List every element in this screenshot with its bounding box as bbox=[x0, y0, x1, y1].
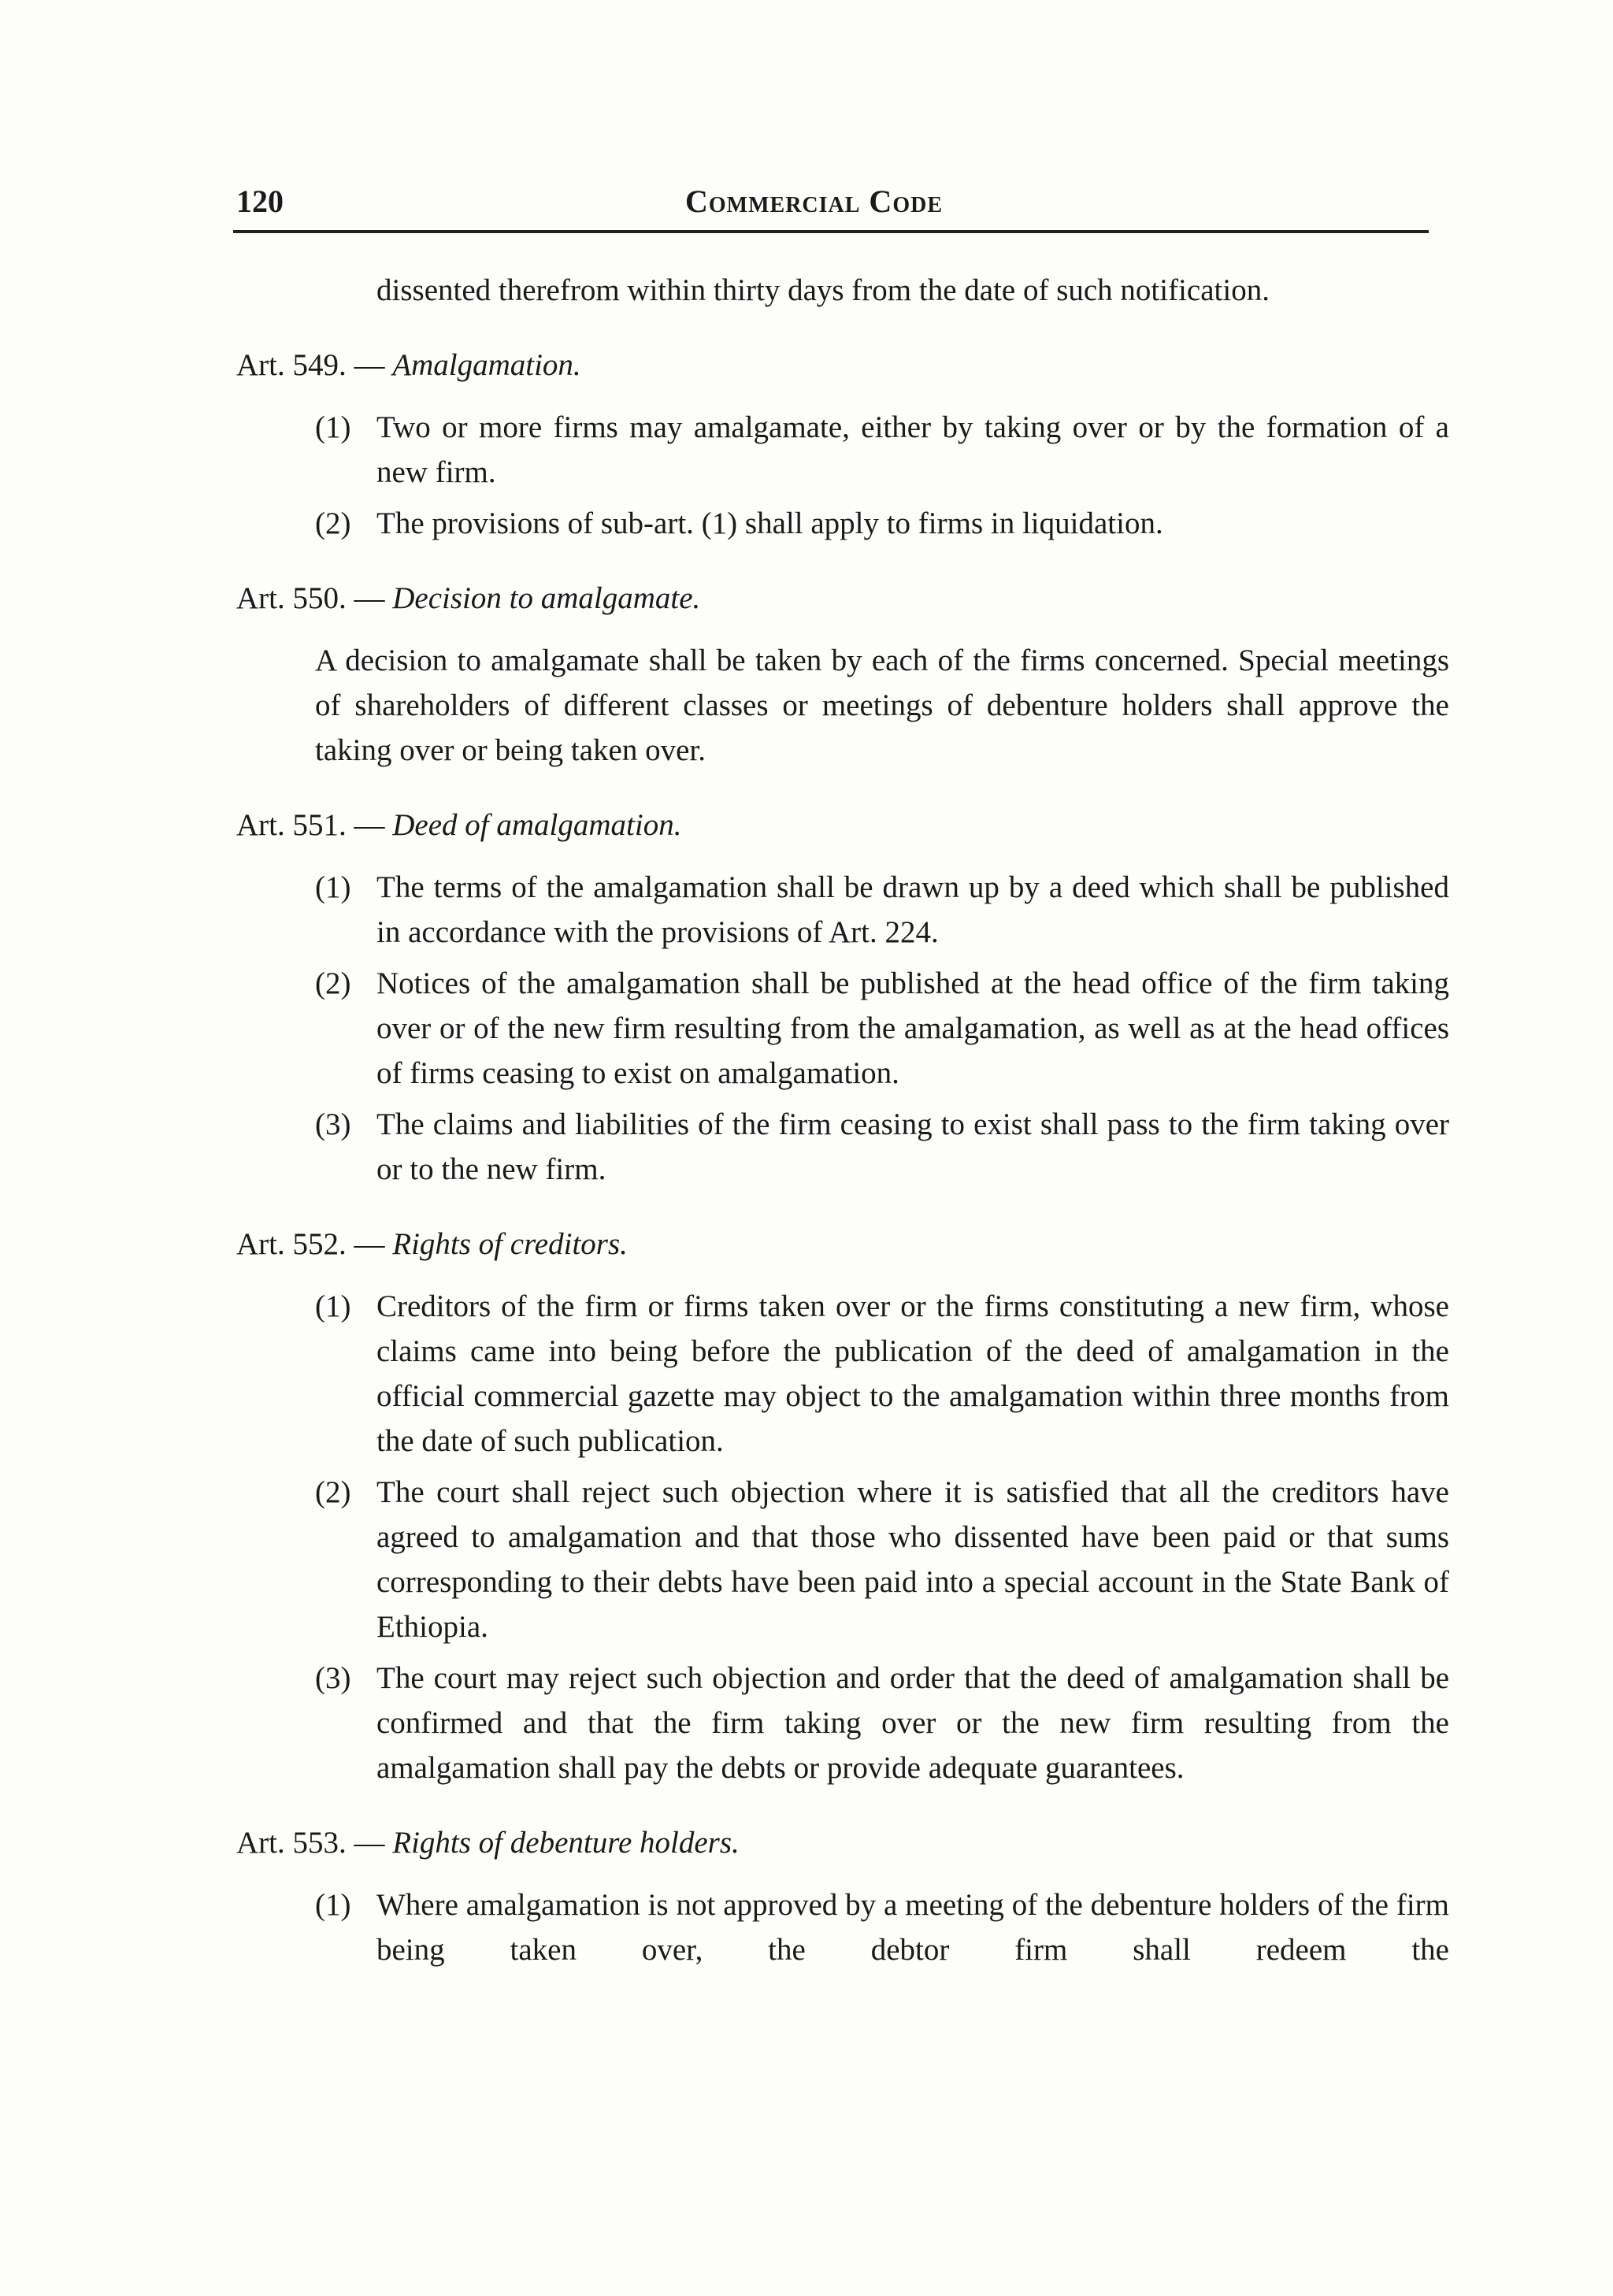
item-text: Where amalgamation is not approved by a meeting of the debenture holders of the firm being taken over, the debtor firm shall redeem the bbox=[376, 1888, 1449, 1967]
item-number: (2) bbox=[315, 1475, 351, 1509]
article-heading bbox=[236, 803, 1449, 848]
item-number: (3) bbox=[315, 1661, 351, 1695]
item-number: (1) bbox=[315, 870, 351, 904]
article-label: Art. 549. — bbox=[236, 348, 385, 382]
article-heading bbox=[236, 576, 1449, 621]
item-text: The court shall reject such objection where it is satisfied that all the creditors have agreed to amalgamation and that those who dissented have been paid or that sums corresponding to their debts have been paid into a special account in the State Bank of Ethiopia. bbox=[376, 1475, 1449, 1644]
item-text: The terms of the amalgamation shall be drawn up by a deed which shall be published in accordance with the provisions of Art. 224. bbox=[376, 870, 1449, 949]
article-title: Rights of creditors. bbox=[392, 1227, 628, 1261]
item-text: Creditors of the firm or firms taken over or the firms constituting a new firm, whose claims came into being before the publication of the deed of amalgamation in the official commercial gazette may object to the amalgamation within three months from the date of such publication. bbox=[376, 1289, 1449, 1458]
article-heading bbox=[236, 1820, 1449, 1865]
article-item bbox=[315, 501, 1449, 546]
article-item bbox=[315, 1470, 1449, 1649]
article-item bbox=[315, 865, 1449, 955]
article-paragraph: A decision to amalgamate shall be taken by each of the firms concerned. Special meetings of shareholders of different classes or meetings of debenture holders shall approve the taking over or being taken over. bbox=[315, 644, 1449, 767]
item-text: The court may reject such objection and order that the deed of amalgamation shall be confirmed and that the firm taking over or the new firm resulting from the amalgamation shall pay the debts or provide adequate guarantees. bbox=[376, 1661, 1449, 1785]
item-number: (1) bbox=[315, 1289, 351, 1323]
article-label: Art. 550. — bbox=[236, 581, 385, 615]
article-550 bbox=[236, 576, 1449, 773]
article-heading bbox=[236, 1222, 1449, 1267]
article-item bbox=[315, 1656, 1449, 1790]
item-text: Notices of the amalgamation shall be published at the head office of the firm taking over or of the new firm resulting from the amalgamation, as well as at the head offices of firms ceasing to exist on amalgamation. bbox=[376, 966, 1449, 1090]
article-item bbox=[315, 1102, 1449, 1192]
item-number: (2) bbox=[315, 506, 351, 540]
page-header bbox=[236, 183, 1429, 230]
running-title: Commercial Code bbox=[685, 184, 943, 219]
item-number: (3) bbox=[315, 1107, 351, 1141]
article-label: Art. 553. — bbox=[236, 1826, 385, 1860]
page-number: 120 bbox=[236, 184, 284, 219]
body-text bbox=[236, 268, 1449, 1979]
article-label: Art. 551. — bbox=[236, 808, 385, 842]
header-rule bbox=[233, 230, 1429, 233]
item-number: (1) bbox=[315, 410, 351, 444]
article-551 bbox=[236, 803, 1449, 1192]
article-label: Art. 552. — bbox=[236, 1227, 385, 1261]
article-item bbox=[315, 1882, 1449, 1972]
article-item bbox=[315, 405, 1449, 495]
article-heading bbox=[236, 343, 1449, 388]
article-549 bbox=[236, 343, 1449, 546]
item-text: The provisions of sub-art. (1) shall apply to firms in liquidation. bbox=[376, 506, 1163, 540]
article-title: Rights of debenture holders. bbox=[392, 1826, 740, 1860]
item-text: The claims and liabilities of the firm ceasing to exist shall pass to the firm taking over or to the new firm. bbox=[376, 1107, 1449, 1186]
article-title: Deed of amalgamation. bbox=[392, 808, 682, 842]
article-title: Decision to amalgamate. bbox=[392, 581, 701, 615]
item-number: (1) bbox=[315, 1888, 351, 1922]
article-title: Amalgamation. bbox=[392, 348, 581, 382]
article-item bbox=[315, 1284, 1449, 1463]
article-item bbox=[315, 961, 1449, 1096]
continuation-paragraph: dissented therefrom within thirty days from the date of such notification. bbox=[376, 273, 1270, 307]
item-number: (2) bbox=[315, 966, 351, 1000]
item-text: Two or more firms may amalgamate, either by taking over or by the formation of a new firm. bbox=[376, 410, 1449, 489]
article-553 bbox=[236, 1820, 1449, 1972]
article-552 bbox=[236, 1222, 1449, 1790]
